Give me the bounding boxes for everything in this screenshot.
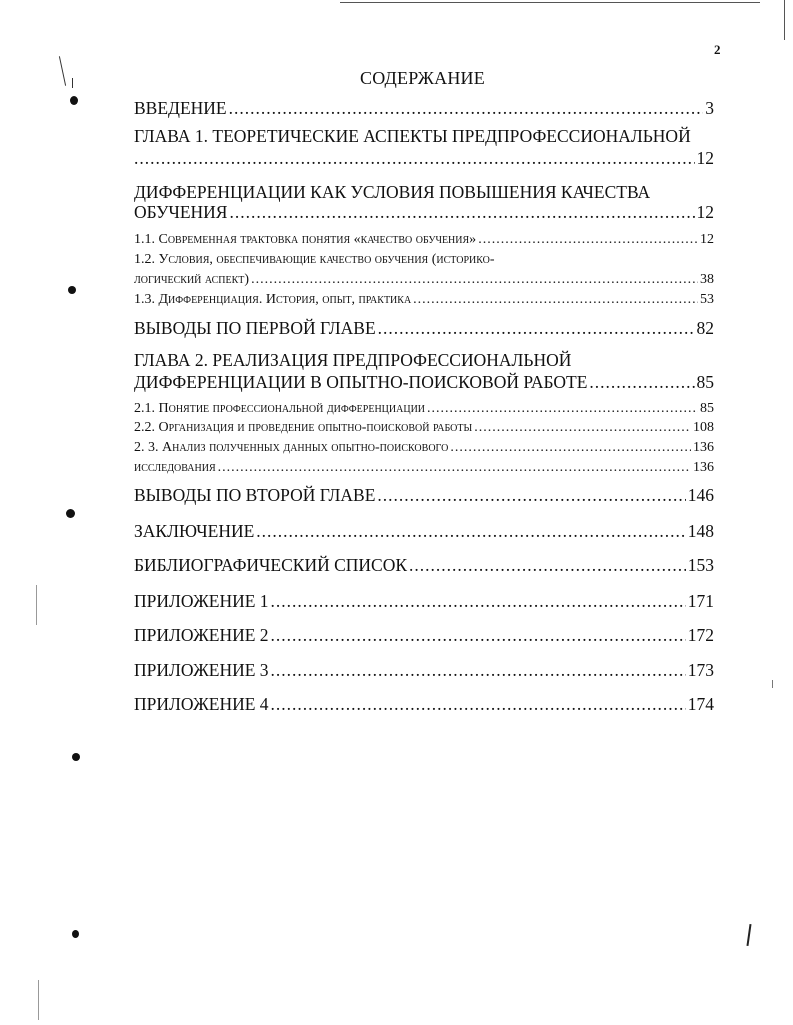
toc-leader-dots xyxy=(409,555,686,576)
toc-entry-page: 146 xyxy=(687,485,714,505)
toc-entry-1-1 xyxy=(134,232,714,248)
toc-entry-appendix-2 xyxy=(134,625,714,646)
toc-leader-dots xyxy=(229,98,704,119)
toc-entry-label: исследования xyxy=(134,460,216,475)
toc-entry-1-2 xyxy=(134,272,714,288)
toc-entry-chapter1-title: ГЛАВА 1. ТЕОРЕТИЧЕСКИЕ АСПЕКТЫ ПРЕДПРОФЕССИОНАЛЬНОЙ xyxy=(134,126,691,146)
toc-entry-label: 1.1. Современная трактовка понятия «качество обучения» xyxy=(134,232,477,247)
toc-entry-label: ПРИЛОЖЕНИЕ 3 xyxy=(134,660,269,680)
toc-entry-conclusions-chapter2 xyxy=(134,485,714,506)
toc-entry-page: 172 xyxy=(687,625,714,645)
right-edge-rule xyxy=(784,0,785,40)
toc-entry-chapter1 xyxy=(134,148,714,169)
punch-hole-mark xyxy=(72,930,79,938)
toc-entry-page: 153 xyxy=(687,555,714,575)
toc-entry-label: ПРИЛОЖЕНИЕ 1 xyxy=(134,591,269,611)
toc-entry-1-3 xyxy=(134,292,714,308)
toc-entry-label: 2.2. Организация и проведение опытно-поисковой работы xyxy=(134,420,473,435)
scan-scratch xyxy=(772,680,773,688)
toc-entry-label: ВЫВОДЫ ПО ВТОРОЙ ГЛАВЕ xyxy=(134,485,376,505)
punch-hole-mark xyxy=(68,286,76,294)
toc-entry-appendix-1 xyxy=(134,591,714,612)
toc-entry-page: 85 xyxy=(696,372,714,392)
toc-entry-label: ЗАКЛЮЧЕНИЕ xyxy=(134,521,255,541)
toc-entry-label: ПРИЛОЖЕНИЕ 4 xyxy=(134,694,269,714)
toc-entry-label: БИБЛИОГРАФИЧЕСКИЙ СПИСОК xyxy=(134,555,408,575)
toc-leader-dots xyxy=(589,372,694,393)
toc-leader-dots xyxy=(229,202,694,223)
punch-hole-mark xyxy=(66,509,75,518)
toc-entry-differentiation-line1: ДИФФЕРЕНЦИАЦИИ КАК УСЛОВИЯ ПОВЫШЕНИЯ КАЧЕСТВА xyxy=(134,182,651,202)
toc-entry-page: 12 xyxy=(696,148,714,168)
scan-scratch xyxy=(746,924,751,946)
toc-entry-page: 12 xyxy=(696,202,714,222)
toc-leader-dots xyxy=(271,625,686,646)
punch-hole-mark xyxy=(72,753,80,761)
toc-leader-dots xyxy=(251,272,698,288)
toc-entry-2-3-continued xyxy=(134,460,714,476)
toc-entry-label: ВВЕДЕНИЕ xyxy=(134,98,227,118)
toc-entry-page: 174 xyxy=(687,694,714,714)
toc-leader-dots xyxy=(474,420,691,436)
toc-entry-appendix-3 xyxy=(134,660,714,681)
scan-scratch xyxy=(72,78,73,88)
toc-entry-page: 53 xyxy=(700,292,714,307)
toc-leader-dots xyxy=(427,401,698,417)
toc-leader-dots xyxy=(134,148,695,169)
toc-entry-2-3 xyxy=(134,440,714,456)
toc-leader-dots xyxy=(478,232,698,248)
toc-entry-label: 1.3. Дифференциация. История, опыт, практика xyxy=(134,292,412,307)
toc-entry-introduction xyxy=(134,98,714,119)
toc-entry-page: 3 xyxy=(705,98,714,118)
toc-entry-page: 136 xyxy=(693,460,714,475)
toc-entry-1-2-line1: 1.2. Условия, обеспечивающие качество обучения (историко- xyxy=(134,252,495,267)
toc-entry-2-2 xyxy=(134,420,714,436)
toc-entry-page: 82 xyxy=(696,318,714,338)
scan-scratch xyxy=(38,980,39,1020)
toc-leader-dots xyxy=(378,318,695,339)
page-title: СОДЕРЖАНИЕ xyxy=(360,68,485,88)
toc-entry-page: 85 xyxy=(700,401,714,416)
top-border-line xyxy=(340,2,760,3)
toc-entry-page: 12 xyxy=(700,232,714,247)
toc-entry-page: 136 xyxy=(693,440,714,455)
toc-entry-label: ОБУЧЕНИЯ xyxy=(134,202,228,222)
toc-leader-dots xyxy=(271,660,686,681)
toc-entry-label: 2. 3. Анализ полученных данных опытно-поискового xyxy=(134,440,449,455)
toc-leader-dots xyxy=(271,591,686,612)
toc-leader-dots xyxy=(218,460,691,476)
toc-entry-label: ДИФФЕРЕНЦИАЦИИ В ОПЫТНО-ПОИСКОВОЙ РАБОТЕ xyxy=(134,372,588,392)
toc-entry-2-1 xyxy=(134,401,714,417)
toc-entry-page: 108 xyxy=(693,420,714,435)
toc-entry-appendix-4 xyxy=(134,694,714,715)
toc-entry-conclusion xyxy=(134,521,714,542)
toc-entry-label: ВЫВОДЫ ПО ПЕРВОЙ ГЛАВЕ xyxy=(134,318,376,338)
toc-entry-chapter2-line1: ГЛАВА 2. РЕАЛИЗАЦИЯ ПРЕДПРОФЕССИОНАЛЬНОЙ xyxy=(134,350,572,370)
toc-leader-dots xyxy=(450,440,691,456)
toc-entry-label: 2.1. Понятие профессиональной дифференциации xyxy=(134,401,426,416)
toc-entry-bibliography xyxy=(134,555,714,576)
toc-entry-page: 173 xyxy=(687,660,714,680)
toc-leader-dots xyxy=(271,694,686,715)
punch-hole-mark xyxy=(70,96,78,105)
toc-entry-conclusions-chapter1 xyxy=(134,318,714,339)
toc-entry-page: 148 xyxy=(687,521,714,541)
scan-scratch xyxy=(36,585,37,625)
toc-entry-page: 38 xyxy=(700,272,714,287)
toc-leader-dots xyxy=(256,521,685,542)
toc-entry-differentiation xyxy=(134,202,714,223)
page-number: 2 xyxy=(714,42,721,57)
toc-entry-page: 171 xyxy=(687,591,714,611)
toc-entry-label: ПРИЛОЖЕНИЕ 2 xyxy=(134,625,269,645)
toc-entry-chapter2 xyxy=(134,372,714,393)
toc-leader-dots xyxy=(413,292,698,308)
toc-entry-label: логический аспект) xyxy=(134,272,250,287)
toc-leader-dots xyxy=(377,485,685,506)
